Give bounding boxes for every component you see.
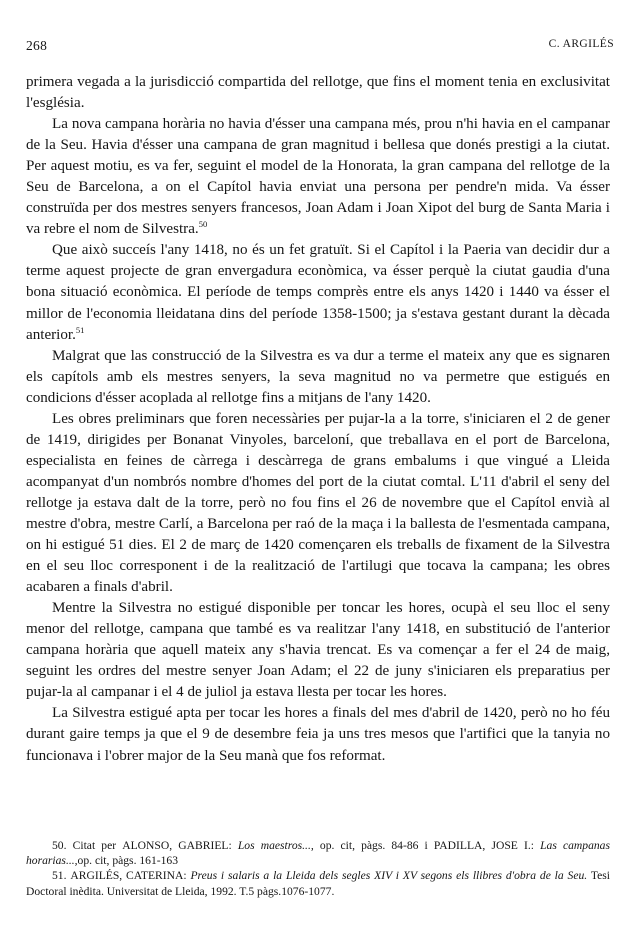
footnote-number: 51. — [52, 869, 67, 883]
footnote-title: Los maestros..., — [237, 839, 314, 852]
paragraph-text: primera vegada a la jurisdicció compartida del rellotge, que fins el moment tenia en exclusivitat l'església. — [26, 74, 610, 112]
footnote — [26, 838, 610, 868]
footnote-author: PADILLA, JOSE I.: — [433, 839, 534, 852]
footnote-ref: op. cit, pàgs. 84-86 i — [319, 839, 428, 852]
paragraph-text: La nova campana horària no havia d'ésser una campana més, prou n'hi havia en el campanar de la Seu. Havia d'ésser una campana de gran magnitud i bellesa que donés prestigi a la ciutat. Per aquest motiu, es va fer, seguint el model de la Honorata, la gran campana del rellotge de la Seu de Barcelona, a on el Capítol havia enviat una persona per pendre'n mida. Va ésser construïda per dos mestres senyers francesos, Joan Adam i Joan Xipot del burg de Santa Maria i va rebre el nom de Silvestra. — [26, 116, 610, 238]
paragraph-text: Malgrat que las construcció de la Silvestra es va dur a terme el mateix any que es signaren els capítols amb els mestres senyers, la seva magnitud no va permetre que estigués en condicions d'ésser acoplada al rellotge fins a mitjans de l'any 1420. — [26, 347, 610, 406]
paragraph — [26, 72, 610, 114]
footnote-author: ALONSO, GABRIEL: — [122, 839, 232, 852]
paragraph-text: Les obres preliminars que foren necessàries per pujar-la a la torre, s'iniciaren el 2 de gener de 1419, dirigides per Bonanat Vinyoles, barceloní, que treballava en el port de Barcelona, especialista en feines de càrrega i descàrrega de grans embalums i que vingué a Lleida acompanyat d'un nombrós nombre d'homes del port de la ciutat comtal. L'11 d'abril el seny del rellotge ja estava dalt de la torre, però no fou fins el 26 de novembre que el Capítol envià al mestre d'obra, mestre Carlí, a Barcelona per raó de la maça i la ballesta de l'esmentada campana, on hi estigué 51 dies. El 2 de març de 1420 començaren els treballs de fixament de la Silvestra en el seu lloc corresponent i de la realització de l'artilugi que tocava la campana; les obres acabaren a finals d'abril. — [26, 410, 610, 596]
paragraph-text: La Silvestra estigué apta per tocar les hores a finals del mes d'abril de 1420, però no ho féu durant gaire temps ja que el 9 de desembre feia ja uns tres mesos que l'artifici que la tanyia no funcionava i l'obrer major de la Seu manà que fos reformat. — [26, 705, 610, 764]
page-number: 268 — [26, 38, 48, 53]
footnote-title: Las campanas horarias..., — [26, 839, 610, 868]
footnote-ref: Tesi Doctoral inèdita. Universitat de Lleida, 1992. T.5 pàgs.1076-1077. — [26, 869, 611, 898]
footnote-number: 50. — [52, 839, 67, 852]
main-text — [26, 72, 610, 767]
paragraph-text: Que això succeís l'any 1418, no és un fet gratuït. Si el Capítol i la Paeria van decidir dur a terme aquest projecte de gran envergadura econòmica, va ésser perquè la ciutat gaudia d'una bona situació econòmica. El període de temps comprès entre els anys 1420 i 1440 va ésser el millor de l'economia lleidatana dins del període 1358-1500; ja s'estava gestant durant la dècada anterior. — [26, 242, 610, 343]
paragraph — [26, 114, 610, 240]
footnote-title: Preus i salaris a la Lleida dels segles XIV i XV segons els llibres d'obra de la Seu. — [190, 869, 588, 883]
paragraph — [26, 240, 610, 345]
paragraph — [26, 598, 610, 703]
paragraph — [26, 703, 610, 766]
footnote-marker[interactable]: 51 — [75, 324, 85, 335]
page-header — [26, 38, 614, 58]
paragraph — [26, 409, 610, 598]
footnote-marker[interactable]: 50 — [198, 219, 208, 230]
footnote — [26, 868, 610, 898]
footnote-lead: Citat per — [72, 839, 117, 852]
paragraph-text: Mentre la Silvestra no estigué disponible per toncar les hores, ocupà el seu lloc el seny menor del rellotge, campana que també es va realitzar l'any 1418, en substitució de l'anterior campana horària que aquell mateix any s'havia trencat. Es va començar a fer el 24 de maig, seguint les ordres del mestre senyer Joan Adam; el 22 de juny s'iniciaren els preparatius per pujar-la al campanar i el 4 de juliol ja estava llesta per tocar les hores. — [26, 600, 610, 701]
footnote-ref: op. cit, pàgs. 161-163 — [77, 854, 179, 868]
footnotes — [26, 838, 610, 899]
running-head: C. ARGILÉS — [548, 38, 614, 50]
footnote-author: ARGILÉS, CATERINA: — [70, 869, 187, 883]
paragraph — [26, 346, 610, 409]
